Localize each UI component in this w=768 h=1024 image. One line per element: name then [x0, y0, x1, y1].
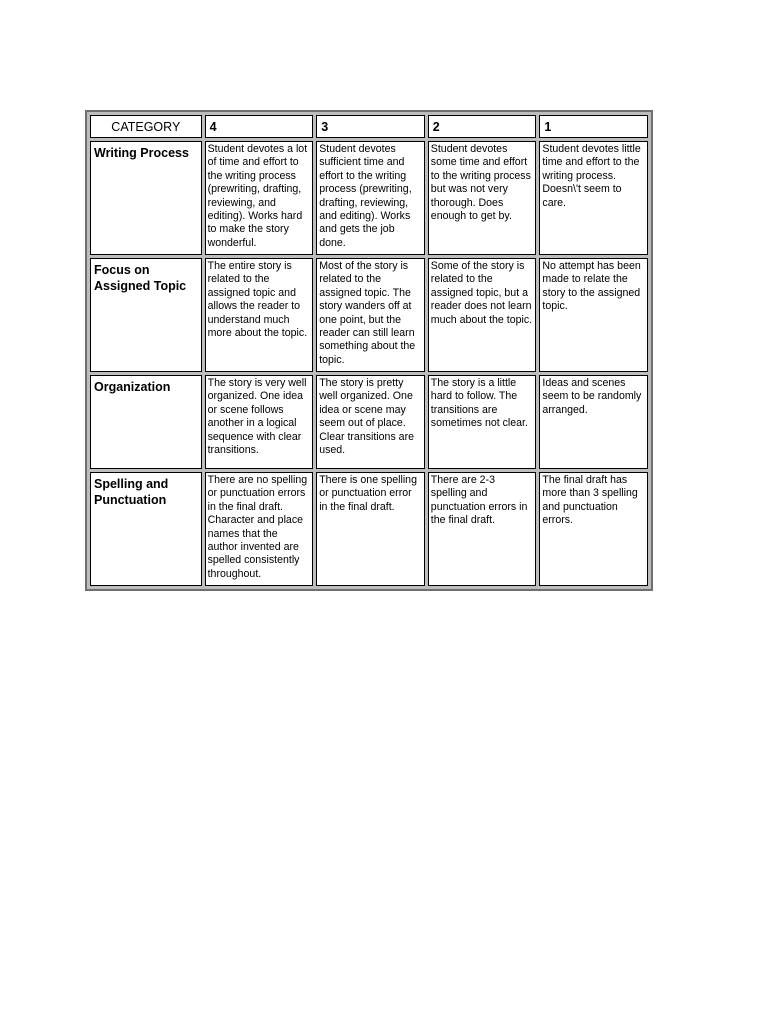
- level-4-cell: The story is very well organized. One idea or scene follows another in a logical sequence with clear transitions.: [205, 375, 314, 469]
- level-1-cell: No attempt has been made to relate the story to the assigned topic.: [539, 258, 648, 372]
- rubric-table-frame: [85, 110, 653, 591]
- category-cell: Organization: [90, 375, 202, 469]
- level-4-cell: Student devotes a lot of time and effort to the writing process (prewriting, drafting, reviewing, and editing). Works hard to make the story wonderful.: [205, 141, 314, 255]
- level-1-cell: The final draft has more than 3 spelling and punctuation errors.: [539, 472, 648, 586]
- category-cell: Focus on Assigned Topic: [90, 258, 202, 372]
- rubric-row-focus-on-assigned-topic: [90, 258, 648, 372]
- rubric-row-organization: [90, 375, 648, 469]
- level-2-cell: Student devotes some time and effort to the writing process but was not very thorough. Does enough to get by.: [428, 141, 537, 255]
- header-level-4: 4: [205, 115, 314, 138]
- level-1-cell: Ideas and scenes seem to be randomly arranged.: [539, 375, 648, 469]
- rubric-table: [87, 112, 651, 589]
- level-3-cell: There is one spelling or punctuation error in the final draft.: [316, 472, 425, 586]
- category-cell: Spelling and Punctuation: [90, 472, 202, 586]
- level-2-cell: Some of the story is related to the assigned topic, but a reader does not learn much about the topic.: [428, 258, 537, 372]
- category-cell: Writing Process: [90, 141, 202, 255]
- level-3-cell: The story is pretty well organized. One idea or scene may seem out of place. Clear transitions are used.: [316, 375, 425, 469]
- header-level-3: 3: [316, 115, 425, 138]
- header-category: CATEGORY: [90, 115, 202, 138]
- header-level-2: 2: [428, 115, 537, 138]
- rubric-row-writing-process: [90, 141, 648, 255]
- rubric-header-row: [90, 115, 648, 138]
- level-4-cell: There are no spelling or punctuation errors in the final draft. Character and place names that the author invented are spelled consistently throughout.: [205, 472, 314, 586]
- level-1-cell: Student devotes little time and effort to the writing process. Doesn\'t seem to care.: [539, 141, 648, 255]
- level-4-cell: The entire story is related to the assigned topic and allows the reader to understand much more about the topic.: [205, 258, 314, 372]
- header-level-1: 1: [539, 115, 648, 138]
- level-2-cell: There are 2-3 spelling and punctuation errors in the final draft.: [428, 472, 537, 586]
- level-2-cell: The story is a little hard to follow. The transitions are sometimes not clear.: [428, 375, 537, 469]
- level-3-cell: Most of the story is related to the assigned topic. The story wanders off at one point, but the reader can still learn something about the topic.: [316, 258, 425, 372]
- rubric-row-spelling-and-punctuation: [90, 472, 648, 586]
- level-3-cell: Student devotes sufficient time and effort to the writing process (prewriting, drafting, reviewing, and editing). Works and gets the job done.: [316, 141, 425, 255]
